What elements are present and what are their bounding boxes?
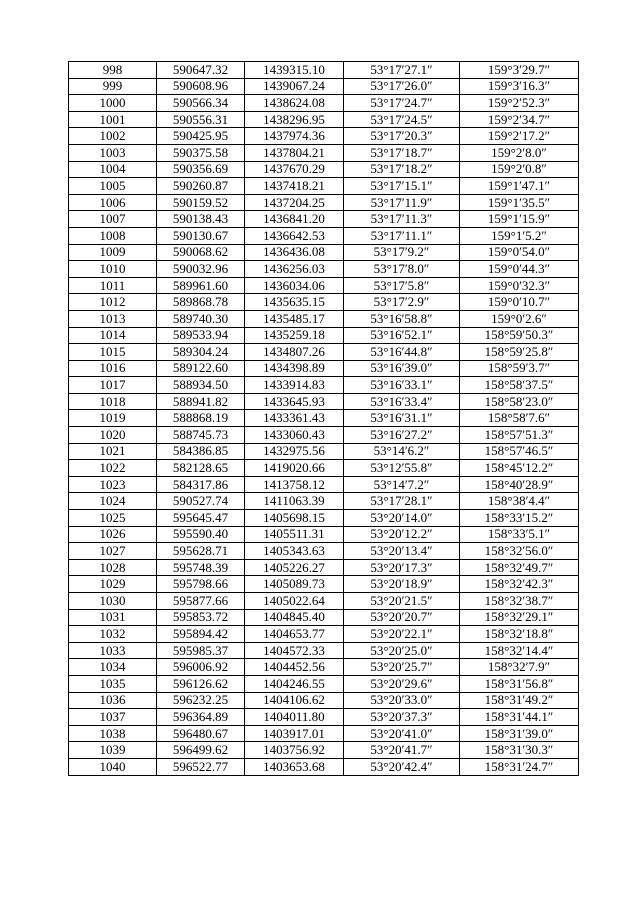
x-coordinate-cell: 590068.62 — [157, 244, 245, 261]
y-coordinate-cell: 1436256.03 — [245, 261, 344, 278]
x-coordinate-cell: 596126.62 — [157, 675, 245, 692]
table-row — [69, 609, 579, 626]
x-coordinate-cell: 590130.67 — [157, 227, 245, 244]
x-coordinate-cell: 596522.77 — [157, 758, 245, 775]
y-coordinate-cell: 1433914.83 — [245, 377, 344, 394]
latitude-cell: 53°16′33.4″ — [344, 393, 460, 410]
point-number-cell: 1015 — [69, 344, 157, 361]
longitude-cell: 159°1′47.1″ — [460, 178, 579, 195]
x-coordinate-cell: 595628.71 — [157, 543, 245, 560]
table-row — [69, 526, 579, 543]
table-row — [69, 178, 579, 195]
x-coordinate-cell: 584386.85 — [157, 443, 245, 460]
point-number-cell: 1031 — [69, 609, 157, 626]
latitude-cell: 53°20′21.5″ — [344, 593, 460, 610]
y-coordinate-cell: 1404452.56 — [245, 659, 344, 676]
point-number-cell: 1017 — [69, 377, 157, 394]
point-number-cell: 1013 — [69, 310, 157, 327]
table-row — [69, 277, 579, 294]
point-number-cell: 1027 — [69, 543, 157, 560]
x-coordinate-cell: 590159.52 — [157, 194, 245, 211]
longitude-cell: 159°2′52.3″ — [460, 95, 579, 112]
longitude-cell: 158°32′56.0″ — [460, 543, 579, 560]
table-row — [69, 692, 579, 709]
y-coordinate-cell: 1405089.73 — [245, 576, 344, 593]
latitude-cell: 53°17′27.1″ — [344, 62, 460, 79]
y-coordinate-cell: 1405343.63 — [245, 543, 344, 560]
x-coordinate-cell: 589740.30 — [157, 310, 245, 327]
table-row — [69, 460, 579, 477]
point-number-cell: 1020 — [69, 427, 157, 444]
latitude-cell: 53°20′41.7″ — [344, 742, 460, 759]
table-row — [69, 543, 579, 560]
x-coordinate-cell: 589533.94 — [157, 327, 245, 344]
table-row — [69, 675, 579, 692]
longitude-cell: 158°58′23.0″ — [460, 393, 579, 410]
table-row — [69, 742, 579, 759]
x-coordinate-cell: 596232.25 — [157, 692, 245, 709]
longitude-cell: 158°58′7.6″ — [460, 410, 579, 427]
table-row — [69, 95, 579, 112]
latitude-cell: 53°17′20.3″ — [344, 128, 460, 145]
y-coordinate-cell: 1437670.29 — [245, 161, 344, 178]
y-coordinate-cell: 1413758.12 — [245, 476, 344, 493]
longitude-cell: 158°59′3.7″ — [460, 360, 579, 377]
table-row — [69, 410, 579, 427]
y-coordinate-cell: 1438624.08 — [245, 95, 344, 112]
table-row — [69, 725, 579, 742]
y-coordinate-cell: 1439067.24 — [245, 78, 344, 95]
latitude-cell: 53°20′22.1″ — [344, 626, 460, 643]
point-number-cell: 1024 — [69, 493, 157, 510]
longitude-cell: 158°31′24.7″ — [460, 758, 579, 775]
table-row — [69, 144, 579, 161]
point-number-cell: 1033 — [69, 642, 157, 659]
y-coordinate-cell: 1435635.15 — [245, 294, 344, 311]
longitude-cell: 158°32′14.4″ — [460, 642, 579, 659]
y-coordinate-cell: 1405511.31 — [245, 526, 344, 543]
table-row — [69, 427, 579, 444]
point-number-cell: 1006 — [69, 194, 157, 211]
point-number-cell: 1040 — [69, 758, 157, 775]
longitude-cell: 158°33′5.1″ — [460, 526, 579, 543]
point-number-cell: 1019 — [69, 410, 157, 427]
latitude-cell: 53°17′24.5″ — [344, 111, 460, 128]
longitude-cell: 158°32′7.9″ — [460, 659, 579, 676]
y-coordinate-cell: 1404011.80 — [245, 709, 344, 726]
latitude-cell: 53°17′18.7″ — [344, 144, 460, 161]
x-coordinate-cell: 588868.19 — [157, 410, 245, 427]
point-number-cell: 1028 — [69, 559, 157, 576]
x-coordinate-cell: 590138.43 — [157, 211, 245, 228]
y-coordinate-cell: 1439315.10 — [245, 62, 344, 79]
longitude-cell: 158°32′38.7″ — [460, 593, 579, 610]
point-number-cell: 1000 — [69, 95, 157, 112]
latitude-cell: 53°17′18.2″ — [344, 161, 460, 178]
longitude-cell: 159°3′16.3″ — [460, 78, 579, 95]
x-coordinate-cell: 590375.58 — [157, 144, 245, 161]
y-coordinate-cell: 1434398.89 — [245, 360, 344, 377]
y-coordinate-cell: 1436436.08 — [245, 244, 344, 261]
point-number-cell: 1016 — [69, 360, 157, 377]
x-coordinate-cell: 589868.78 — [157, 294, 245, 311]
y-coordinate-cell: 1435259.18 — [245, 327, 344, 344]
longitude-cell: 158°31′30.3″ — [460, 742, 579, 759]
x-coordinate-cell: 596364.89 — [157, 709, 245, 726]
x-coordinate-cell: 590647.32 — [157, 62, 245, 79]
point-number-cell: 1026 — [69, 526, 157, 543]
y-coordinate-cell: 1437974.36 — [245, 128, 344, 145]
table-row — [69, 227, 579, 244]
latitude-cell: 53°16′52.1″ — [344, 327, 460, 344]
latitude-cell: 53°20′29.6″ — [344, 675, 460, 692]
latitude-cell: 53°20′37.3″ — [344, 709, 460, 726]
longitude-cell: 158°59′50.3″ — [460, 327, 579, 344]
x-coordinate-cell: 588941.82 — [157, 393, 245, 410]
point-number-cell: 1021 — [69, 443, 157, 460]
y-coordinate-cell: 1433361.43 — [245, 410, 344, 427]
latitude-cell: 53°20′13.4″ — [344, 543, 460, 560]
point-number-cell: 1037 — [69, 709, 157, 726]
table-row — [69, 642, 579, 659]
table-row — [69, 393, 579, 410]
x-coordinate-cell: 595877.66 — [157, 593, 245, 610]
x-coordinate-cell: 590260.87 — [157, 178, 245, 195]
x-coordinate-cell: 590556.31 — [157, 111, 245, 128]
y-coordinate-cell: 1419020.66 — [245, 460, 344, 477]
longitude-cell: 158°38′4.4″ — [460, 493, 579, 510]
latitude-cell: 53°17′11.9″ — [344, 194, 460, 211]
latitude-cell: 53°16′58.8″ — [344, 310, 460, 327]
point-number-cell: 1036 — [69, 692, 157, 709]
latitude-cell: 53°17′11.3″ — [344, 211, 460, 228]
table-row — [69, 128, 579, 145]
table-row — [69, 593, 579, 610]
longitude-cell: 158°32′18.8″ — [460, 626, 579, 643]
y-coordinate-cell: 1436034.06 — [245, 277, 344, 294]
latitude-cell: 53°17′26.0″ — [344, 78, 460, 95]
latitude-cell: 53°16′31.1″ — [344, 410, 460, 427]
point-number-cell: 1002 — [69, 128, 157, 145]
longitude-cell: 158°31′49.2″ — [460, 692, 579, 709]
longitude-cell: 158°31′39.0″ — [460, 725, 579, 742]
longitude-cell: 159°0′44.3″ — [460, 261, 579, 278]
longitude-cell: 158°32′29.1″ — [460, 609, 579, 626]
x-coordinate-cell: 590425.95 — [157, 128, 245, 145]
table-row — [69, 659, 579, 676]
point-number-cell: 1039 — [69, 742, 157, 759]
y-coordinate-cell: 1411063.39 — [245, 493, 344, 510]
latitude-cell: 53°20′33.0″ — [344, 692, 460, 709]
point-number-cell: 1032 — [69, 626, 157, 643]
point-number-cell: 999 — [69, 78, 157, 95]
table-row — [69, 294, 579, 311]
y-coordinate-cell: 1405698.15 — [245, 510, 344, 527]
longitude-cell: 158°57′46.5″ — [460, 443, 579, 460]
x-coordinate-cell: 589961.60 — [157, 277, 245, 294]
longitude-cell: 158°33′15.2″ — [460, 510, 579, 527]
x-coordinate-cell: 596480.67 — [157, 725, 245, 742]
x-coordinate-cell: 590608.96 — [157, 78, 245, 95]
table-row — [69, 476, 579, 493]
longitude-cell: 158°58′37.5″ — [460, 377, 579, 394]
longitude-cell: 158°45′12.2″ — [460, 460, 579, 477]
longitude-cell: 158°32′42.3″ — [460, 576, 579, 593]
point-number-cell: 1022 — [69, 460, 157, 477]
y-coordinate-cell: 1404572.33 — [245, 642, 344, 659]
table-row — [69, 194, 579, 211]
y-coordinate-cell: 1438296.95 — [245, 111, 344, 128]
longitude-cell: 159°2′34.7″ — [460, 111, 579, 128]
latitude-cell: 53°17′11.1″ — [344, 227, 460, 244]
longitude-cell: 158°31′56.8″ — [460, 675, 579, 692]
y-coordinate-cell: 1403653.68 — [245, 758, 344, 775]
point-number-cell: 1007 — [69, 211, 157, 228]
y-coordinate-cell: 1403756.92 — [245, 742, 344, 759]
y-coordinate-cell: 1437418.21 — [245, 178, 344, 195]
longitude-cell: 158°32′49.7″ — [460, 559, 579, 576]
table-row — [69, 161, 579, 178]
latitude-cell: 53°20′41.0″ — [344, 725, 460, 742]
table-row — [69, 493, 579, 510]
y-coordinate-cell: 1435485.17 — [245, 310, 344, 327]
table-row — [69, 211, 579, 228]
point-number-cell: 1029 — [69, 576, 157, 593]
y-coordinate-cell: 1405022.64 — [245, 593, 344, 610]
y-coordinate-cell: 1432975.56 — [245, 443, 344, 460]
point-number-cell: 1001 — [69, 111, 157, 128]
latitude-cell: 53°16′33.1″ — [344, 377, 460, 394]
longitude-cell: 159°0′2.6″ — [460, 310, 579, 327]
y-coordinate-cell: 1434807.26 — [245, 344, 344, 361]
table-row — [69, 62, 579, 79]
latitude-cell: 53°20′25.0″ — [344, 642, 460, 659]
latitude-cell: 53°20′18.9″ — [344, 576, 460, 593]
longitude-cell: 159°1′15.9″ — [460, 211, 579, 228]
latitude-cell: 53°17′15.1″ — [344, 178, 460, 195]
point-number-cell: 1030 — [69, 593, 157, 610]
table-row — [69, 261, 579, 278]
point-number-cell: 1011 — [69, 277, 157, 294]
point-number-cell: 1025 — [69, 510, 157, 527]
latitude-cell: 53°20′42.4″ — [344, 758, 460, 775]
point-number-cell: 1010 — [69, 261, 157, 278]
y-coordinate-cell: 1433060.43 — [245, 427, 344, 444]
x-coordinate-cell: 595853.72 — [157, 609, 245, 626]
longitude-cell: 159°1′5.2″ — [460, 227, 579, 244]
x-coordinate-cell: 590566.34 — [157, 95, 245, 112]
table-row — [69, 559, 579, 576]
x-coordinate-cell: 596006.92 — [157, 659, 245, 676]
latitude-cell: 53°17′28.1″ — [344, 493, 460, 510]
y-coordinate-cell: 1403917.01 — [245, 725, 344, 742]
longitude-cell: 158°31′44.1″ — [460, 709, 579, 726]
y-coordinate-cell: 1404845.40 — [245, 609, 344, 626]
latitude-cell: 53°20′17.3″ — [344, 559, 460, 576]
x-coordinate-cell: 590356.69 — [157, 161, 245, 178]
latitude-cell: 53°14′6.2″ — [344, 443, 460, 460]
x-coordinate-cell: 595985.37 — [157, 642, 245, 659]
longitude-cell: 158°57′51.3″ — [460, 427, 579, 444]
x-coordinate-cell: 596499.62 — [157, 742, 245, 759]
longitude-cell: 159°0′10.7″ — [460, 294, 579, 311]
point-number-cell: 1009 — [69, 244, 157, 261]
latitude-cell: 53°17′2.9″ — [344, 294, 460, 311]
point-number-cell: 1003 — [69, 144, 157, 161]
x-coordinate-cell: 595894.42 — [157, 626, 245, 643]
coordinates-table-body — [69, 62, 579, 776]
table-row — [69, 709, 579, 726]
x-coordinate-cell: 595798.66 — [157, 576, 245, 593]
longitude-cell: 159°2′17.2″ — [460, 128, 579, 145]
x-coordinate-cell: 588745.73 — [157, 427, 245, 444]
table-row — [69, 510, 579, 527]
table-row — [69, 310, 579, 327]
y-coordinate-cell: 1433645.93 — [245, 393, 344, 410]
x-coordinate-cell: 584317.86 — [157, 476, 245, 493]
table-row — [69, 111, 579, 128]
longitude-cell: 159°3′29.7″ — [460, 62, 579, 79]
point-number-cell: 1038 — [69, 725, 157, 742]
table-row — [69, 327, 579, 344]
latitude-cell: 53°16′39.0″ — [344, 360, 460, 377]
point-number-cell: 1018 — [69, 393, 157, 410]
y-coordinate-cell: 1436841.20 — [245, 211, 344, 228]
longitude-cell: 158°59′25.8″ — [460, 344, 579, 361]
point-number-cell: 1008 — [69, 227, 157, 244]
point-number-cell: 1004 — [69, 161, 157, 178]
y-coordinate-cell: 1436642.53 — [245, 227, 344, 244]
latitude-cell: 53°12′55.8″ — [344, 460, 460, 477]
latitude-cell: 53°20′25.7″ — [344, 659, 460, 676]
latitude-cell: 53°17′24.7″ — [344, 95, 460, 112]
longitude-cell: 159°0′54.0″ — [460, 244, 579, 261]
table-row — [69, 576, 579, 593]
longitude-cell: 159°2′0.8″ — [460, 161, 579, 178]
point-number-cell: 1012 — [69, 294, 157, 311]
y-coordinate-cell: 1404106.62 — [245, 692, 344, 709]
latitude-cell: 53°20′14.0″ — [344, 510, 460, 527]
latitude-cell: 53°20′20.7″ — [344, 609, 460, 626]
x-coordinate-cell: 590527.74 — [157, 493, 245, 510]
table-row — [69, 443, 579, 460]
point-number-cell: 1005 — [69, 178, 157, 195]
latitude-cell: 53°17′5.8″ — [344, 277, 460, 294]
point-number-cell: 1014 — [69, 327, 157, 344]
longitude-cell: 159°1′35.5″ — [460, 194, 579, 211]
x-coordinate-cell: 589122.60 — [157, 360, 245, 377]
longitude-cell: 158°40′28.9″ — [460, 476, 579, 493]
table-row — [69, 626, 579, 643]
point-number-cell: 998 — [69, 62, 157, 79]
x-coordinate-cell: 590032.96 — [157, 261, 245, 278]
x-coordinate-cell: 588934.50 — [157, 377, 245, 394]
longitude-cell: 159°0′32.3″ — [460, 277, 579, 294]
table-row — [69, 360, 579, 377]
point-number-cell: 1035 — [69, 675, 157, 692]
y-coordinate-cell: 1404653.77 — [245, 626, 344, 643]
latitude-cell: 53°16′44.8″ — [344, 344, 460, 361]
y-coordinate-cell: 1405226.27 — [245, 559, 344, 576]
latitude-cell: 53°14′7.2″ — [344, 476, 460, 493]
table-row — [69, 758, 579, 775]
latitude-cell: 53°17′8.0″ — [344, 261, 460, 278]
x-coordinate-cell: 582128.65 — [157, 460, 245, 477]
table-row — [69, 344, 579, 361]
longitude-cell: 159°2′8.0″ — [460, 144, 579, 161]
x-coordinate-cell: 595645.47 — [157, 510, 245, 527]
table-row — [69, 244, 579, 261]
y-coordinate-cell: 1437804.21 — [245, 144, 344, 161]
x-coordinate-cell: 595748.39 — [157, 559, 245, 576]
coordinates-table — [68, 61, 579, 776]
point-number-cell: 1034 — [69, 659, 157, 676]
table-row — [69, 377, 579, 394]
x-coordinate-cell: 589304.24 — [157, 344, 245, 361]
point-number-cell: 1023 — [69, 476, 157, 493]
x-coordinate-cell: 595590.40 — [157, 526, 245, 543]
y-coordinate-cell: 1437204.25 — [245, 194, 344, 211]
y-coordinate-cell: 1404246.55 — [245, 675, 344, 692]
table-row — [69, 78, 579, 95]
latitude-cell: 53°16′27.2″ — [344, 427, 460, 444]
latitude-cell: 53°20′12.2″ — [344, 526, 460, 543]
latitude-cell: 53°17′9.2″ — [344, 244, 460, 261]
